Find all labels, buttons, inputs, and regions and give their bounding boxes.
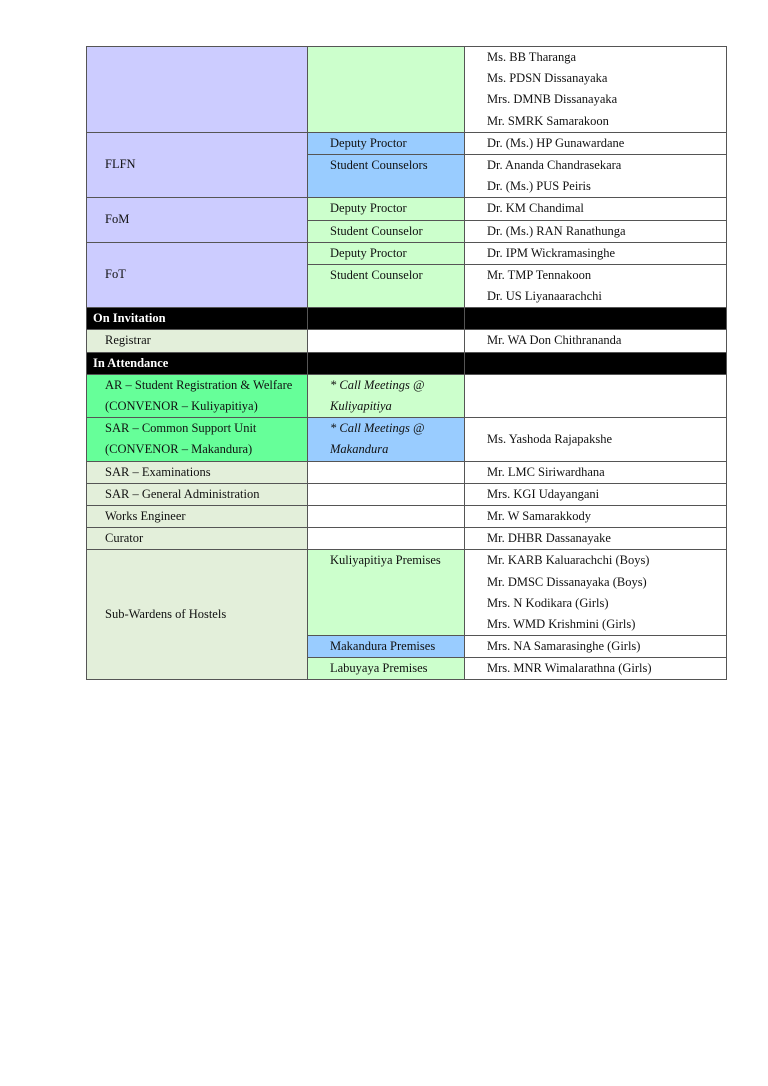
member-name: Mr. W Samarakkody	[487, 508, 592, 523]
empty-cell	[308, 528, 465, 550]
names-cell	[465, 154, 727, 197]
table-row	[87, 242, 727, 264]
member-name: Mr. SMRK Samarakoon	[487, 113, 609, 128]
role-cell	[87, 461, 308, 483]
role-cell	[308, 220, 465, 242]
names-cell	[465, 658, 727, 680]
premises-cell	[308, 550, 465, 636]
role-cell	[87, 550, 308, 680]
member-name: Mrs. N Kodikara (Girls)	[487, 595, 609, 610]
unit-cell	[87, 198, 308, 242]
role-cell	[308, 47, 465, 133]
table-row	[87, 505, 727, 527]
role-label: SAR – General Administration	[105, 486, 260, 501]
table-row	[87, 528, 727, 550]
section-header-filler	[308, 352, 465, 374]
section-header	[87, 308, 308, 330]
names-cell	[465, 242, 727, 264]
member-name: Dr. (Ms.) HP Gunawardane	[487, 135, 625, 150]
member-name: Mr. DHBR Dassanayake	[487, 531, 611, 546]
member-name: Mr. LMC Siriwardhana	[487, 464, 605, 479]
role-label: Sub-Wardens of Hostels	[105, 607, 227, 622]
member-name: Mrs. MNR Wimalarathna (Girls)	[487, 661, 652, 676]
role-cell	[87, 483, 308, 505]
names-cell	[465, 264, 727, 307]
meeting-note: Kuliyapitiya	[330, 399, 392, 413]
member-name: Mrs. WMD Krishmini (Girls)	[487, 616, 636, 631]
section-header-filler	[308, 308, 465, 330]
member-name: Mrs. KGI Udayangani	[487, 486, 600, 501]
table-row	[87, 132, 727, 154]
empty-cell	[308, 505, 465, 527]
unit-label: FoM	[105, 212, 130, 227]
empty-cell	[308, 461, 465, 483]
committee-table	[86, 46, 727, 680]
meeting-note: * Call Meetings @	[330, 377, 425, 392]
role-cell	[87, 374, 308, 417]
section-header	[87, 352, 308, 374]
role-cell	[308, 264, 465, 307]
role-label: Deputy Proctor	[330, 201, 407, 216]
premises-label: Kuliyapitiya Premises	[330, 553, 441, 568]
note-cell	[308, 418, 465, 461]
names-cell	[465, 461, 727, 483]
member-name: Ms. Yashoda Rajapakshe	[487, 431, 612, 446]
note-cell	[308, 374, 465, 417]
meeting-note: * Call Meetings @	[330, 421, 425, 436]
premises-cell	[308, 636, 465, 658]
table-row	[87, 461, 727, 483]
member-name: Dr. US Liyanaarachchi	[487, 289, 602, 304]
section-header-filler	[465, 308, 727, 330]
member-name: Dr. Ananda Chandrasekara	[487, 157, 622, 172]
names-cell	[465, 220, 727, 242]
unit-cell	[87, 132, 308, 198]
names-cell	[465, 198, 727, 220]
role-label: (CONVENOR – Kuliyapitiya)	[105, 399, 258, 413]
member-name: Mr. TMP Tennakoon	[487, 267, 592, 282]
empty-cell	[308, 330, 465, 352]
names-cell	[465, 47, 727, 133]
premises-label: Labuyaya Premises	[330, 661, 428, 676]
unit-cell	[87, 47, 308, 133]
table-row	[87, 198, 727, 220]
member-name: Dr. IPM Wickramasinghe	[487, 245, 616, 260]
role-cell	[87, 330, 308, 352]
role-label: Registrar	[105, 333, 151, 348]
member-name: Mr. KARB Kaluarachchi (Boys)	[487, 553, 650, 568]
names-cell	[465, 636, 727, 658]
role-cell	[308, 242, 465, 264]
role-label: Deputy Proctor	[330, 135, 407, 150]
names-cell	[465, 550, 727, 636]
role-label: Student Counselor	[330, 267, 423, 282]
role-label: Works Engineer	[105, 508, 186, 523]
empty-cell	[308, 483, 465, 505]
table-row	[87, 47, 727, 133]
empty-cell	[465, 374, 727, 417]
table-row	[87, 550, 727, 636]
role-label: Student Counselor	[330, 223, 423, 238]
names-cell	[465, 483, 727, 505]
section-title: On Invitation	[93, 311, 166, 326]
names-cell	[465, 132, 727, 154]
role-label: Curator	[105, 531, 144, 546]
member-name: Mrs. NA Samarasinghe (Girls)	[487, 639, 641, 654]
section-header-row	[87, 308, 727, 330]
names-cell	[465, 330, 727, 352]
table-row	[87, 418, 727, 461]
role-cell	[308, 154, 465, 197]
table-row	[87, 483, 727, 505]
role-cell	[87, 418, 308, 461]
role-label: (CONVENOR – Makandura)	[105, 442, 253, 457]
section-header-filler	[465, 352, 727, 374]
member-name: Dr. KM Chandimal	[487, 201, 584, 216]
unit-label: FoT	[105, 267, 126, 282]
role-cell	[87, 505, 308, 527]
member-name: Mr. DMSC Dissanayaka (Boys)	[487, 574, 647, 589]
role-label: SAR – Common Support Unit	[105, 421, 257, 436]
member-name: Dr. (Ms.) PUS Peiris	[487, 179, 591, 194]
role-label: Student Counselors	[330, 157, 428, 172]
role-cell	[308, 198, 465, 220]
role-label: SAR – Examinations	[105, 464, 211, 479]
member-name: Ms. PDSN Dissanayaka	[487, 71, 608, 86]
member-name: Mrs. DMNB Dissanayaka	[487, 92, 618, 107]
table-row	[87, 330, 727, 352]
names-cell	[465, 528, 727, 550]
section-header-row	[87, 352, 727, 374]
member-name: Ms. BB Tharanga	[487, 50, 576, 64]
role-cell	[308, 132, 465, 154]
role-label: AR – Student Registration & Welfare	[105, 377, 293, 392]
meeting-note: Makandura	[330, 442, 389, 457]
unit-cell	[87, 242, 308, 308]
section-title: In Attendance	[93, 355, 169, 370]
member-name: Dr. (Ms.) RAN Ranathunga	[487, 223, 626, 238]
names-cell	[465, 505, 727, 527]
names-cell	[465, 418, 727, 461]
unit-label: FLFN	[105, 157, 136, 172]
table-row	[87, 374, 727, 417]
role-label: Deputy Proctor	[330, 245, 407, 260]
role-cell	[87, 528, 308, 550]
premises-cell	[308, 658, 465, 680]
member-name: Mr. WA Don Chithrananda	[487, 333, 622, 348]
premises-label: Makandura Premises	[330, 639, 436, 654]
